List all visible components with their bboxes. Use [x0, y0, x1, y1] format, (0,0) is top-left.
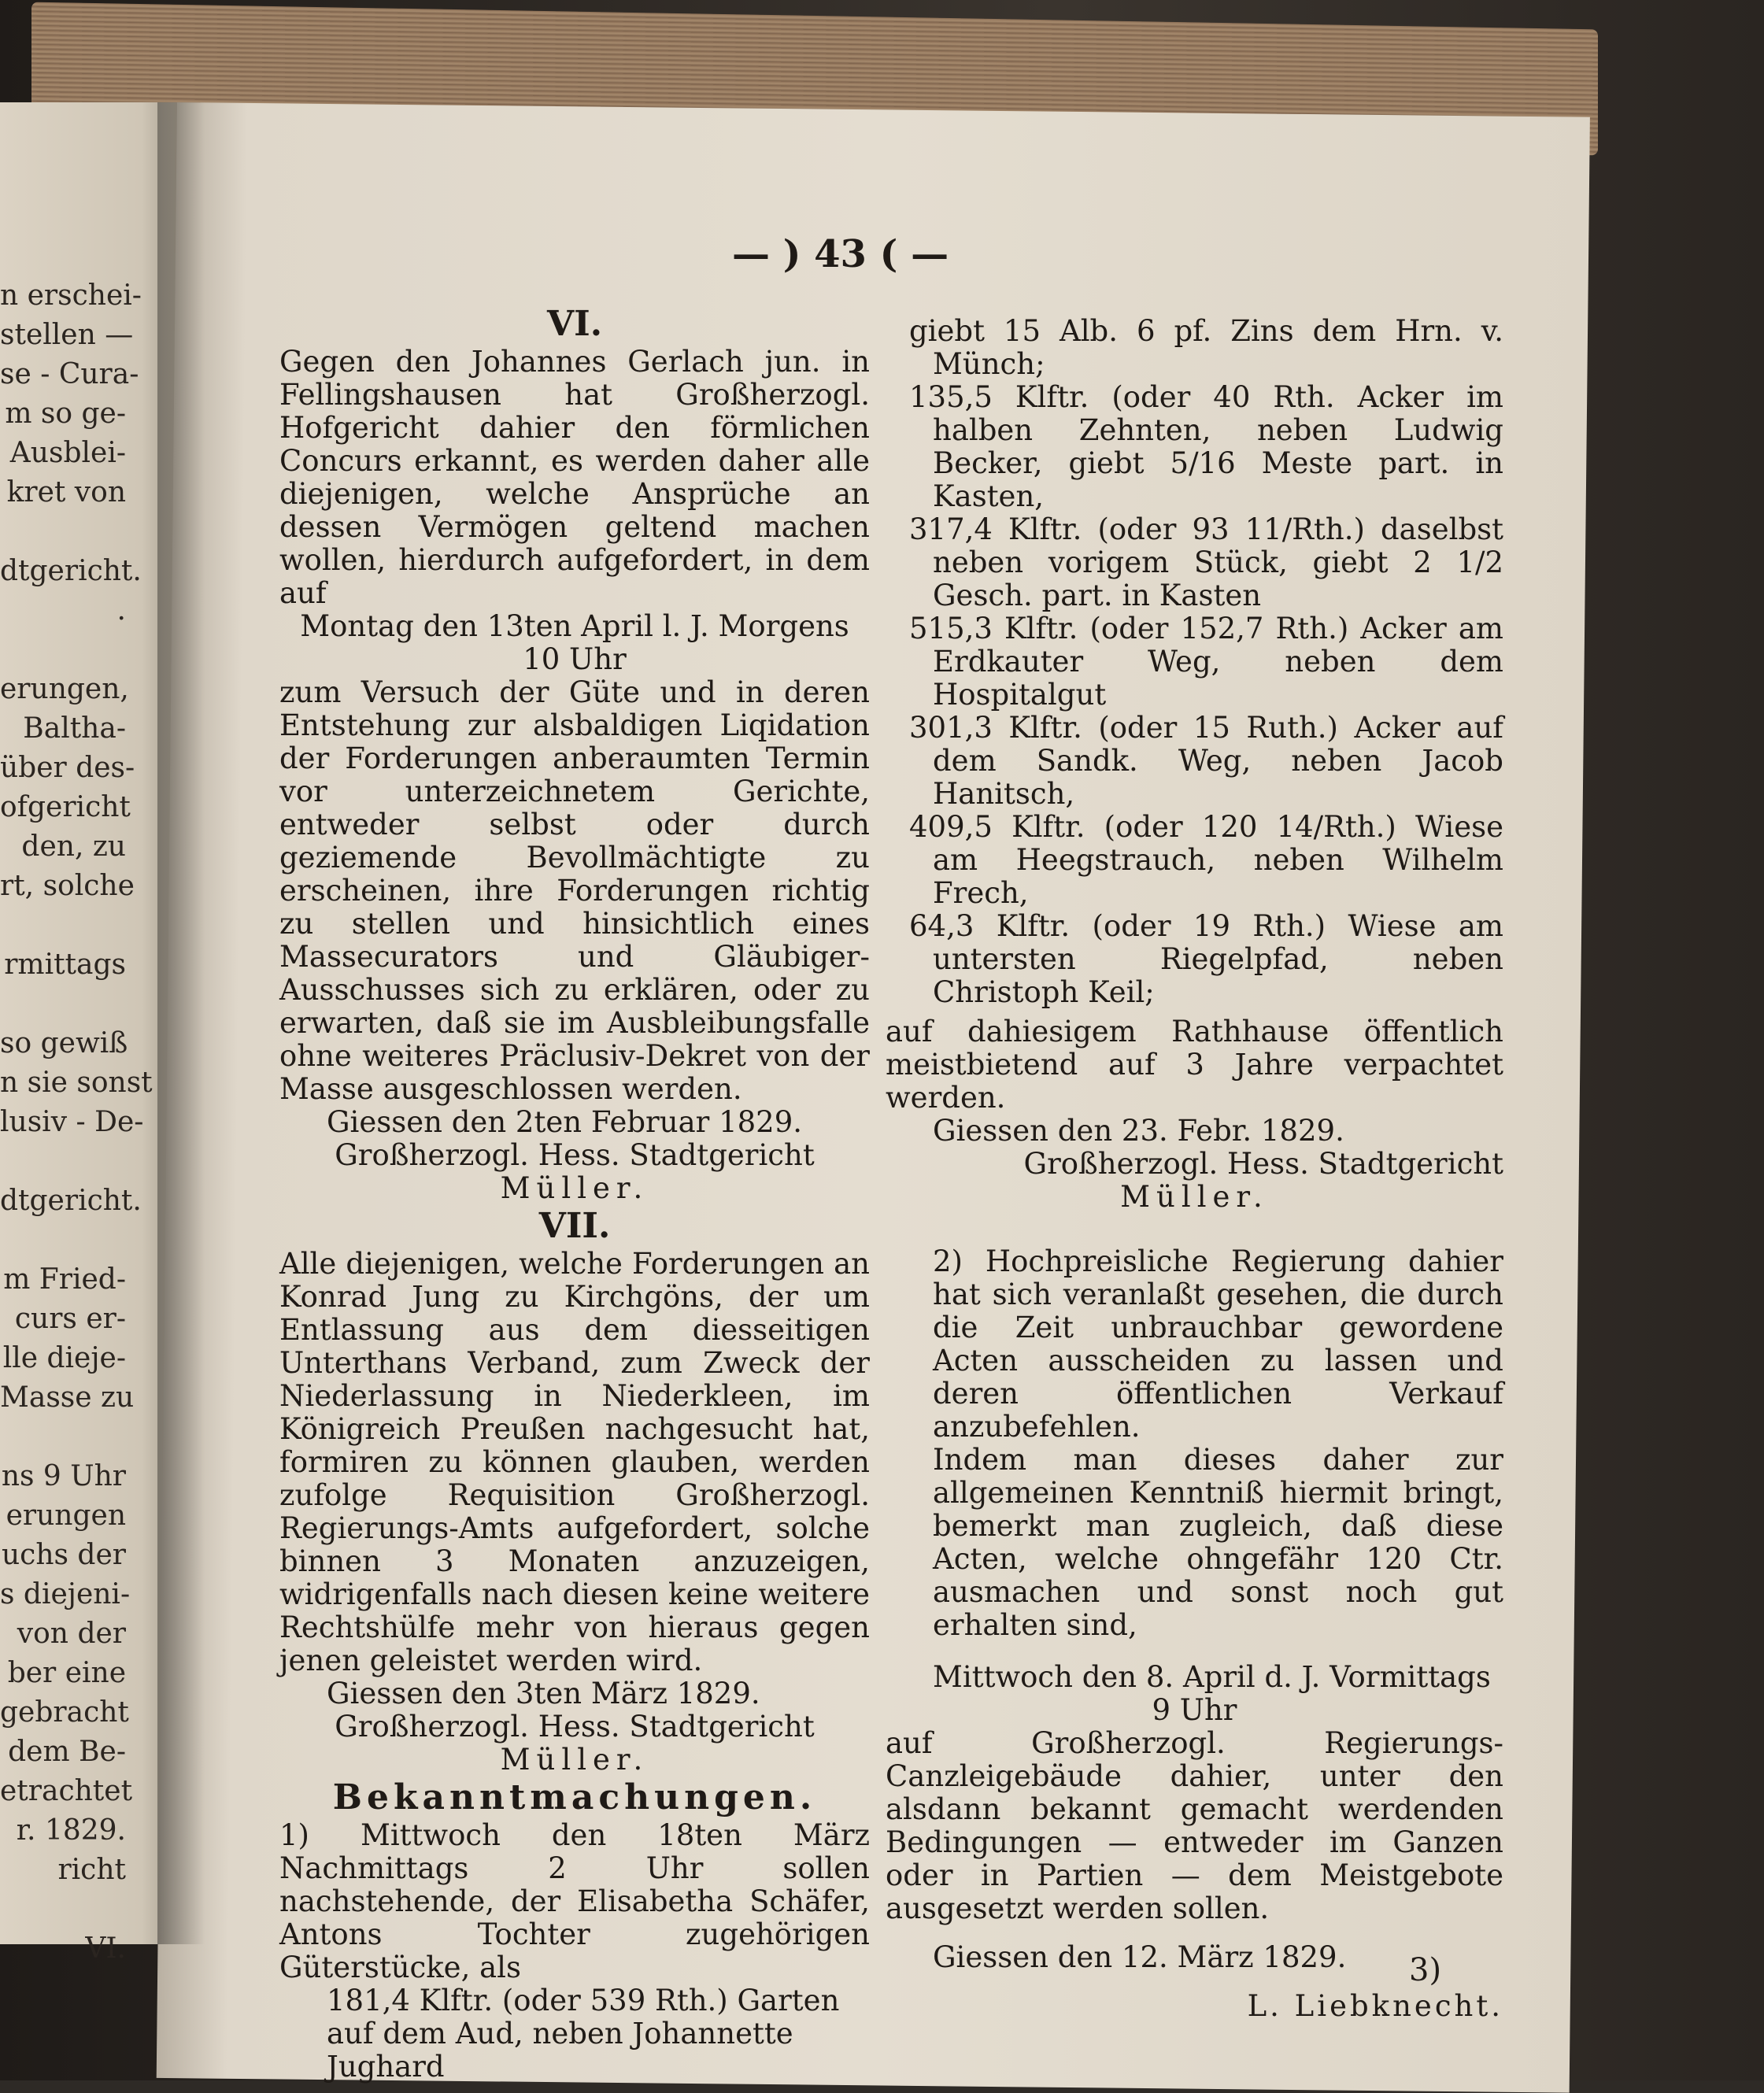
column-right — [886, 315, 1503, 2023]
announcement-2-place: Giessen den 12. März 1829. — [933, 1940, 1347, 1974]
parcel-item: 409,5 Klftr. (oder 120 14/Rth.) Wiese am Heegstrauch, neben Wilhelm Frech, — [909, 810, 1503, 910]
left-fragment-line: erungen, — [0, 673, 129, 705]
gutter-shadow — [157, 102, 205, 1944]
parcel-item: 64,3 Klftr. (oder 19 Rth.) Wiese am untersten Riegelpfad, neben Christoph Keil; — [909, 909, 1503, 1009]
announcement-2-notice: Indem man dieses daher zur allgemeinen Kenntniß hiermit bringt, bemerkt man zugleich, daß diese Acten, welche ohngefähr 120 Ctr. ausmachen und sonst noch gut erhalten sind, — [933, 1443, 1503, 1642]
notice-vi-time: 10 Uhr — [523, 642, 627, 676]
announcement-2-time: 9 Uhr — [1152, 1693, 1237, 1727]
left-fragment-line: Ausblei- — [9, 437, 126, 469]
section-heading-vi: VI. — [546, 304, 603, 344]
lease-place: Giessen den 23. Febr. 1829. — [933, 1114, 1344, 1148]
left-fragment-line: m Fried- — [3, 1263, 126, 1296]
lease-court: Großherzogl. Hess. Stadtgericht — [1023, 1147, 1503, 1181]
left-fragment-line: von der — [17, 1618, 126, 1650]
left-fragment-line: stellen — — [0, 319, 134, 351]
announcement-2-body: 2) Hochpreisliche Regierung dahier hat sich veranlaßt gesehen, die durch die Zeit unbrauchbar gewordene Acten ausscheiden zu lassen und deren öffentlichen Verkauf anzubefehlen. — [933, 1244, 1503, 1444]
parcel-item: 515,3 Klftr. (oder 152,7 Rth.) Acker am Erdkauter Weg, neben dem Hospitalgut — [909, 612, 1503, 712]
parcel-list — [886, 315, 1503, 1009]
left-fragment-line: se - Cura- — [0, 358, 139, 390]
left-fragment-line: m so ge- — [5, 398, 126, 430]
left-fragment-line: curs er- — [14, 1303, 126, 1335]
parcel-item: 301,3 Klftr. (oder 15 Ruth.) Acker auf dem Sandk. Weg, neben Jacob Hanitsch, — [909, 711, 1503, 811]
lease-closing: auf dahiesigem Rathhause öffentlich meistbietend auf 3 Jahre verpachtet werden. — [886, 1015, 1503, 1115]
notice-vi-place: Giessen den 2ten Februar 1829. — [327, 1105, 802, 1139]
left-fragment-line: . — [116, 594, 126, 627]
section-heading-bekanntmachungen: Bekanntmachungen. — [332, 1777, 817, 1818]
left-fragment-line: ns 9 Uhr — [1, 1460, 126, 1492]
announcement-1-body: 1) Mittwoch den 18ten März Nachmittags 2 Uhr sollen nachstehende, der Elisabetha Schäfer, Antons Tochter zugehörigen Güterstücke, als — [279, 1818, 870, 1984]
announcement-2-date: Mittwoch den 8. April d. J. Vormittags — [933, 1660, 1491, 1694]
left-fragment-line: ber eine — [7, 1657, 126, 1689]
left-fragment-line: dem Be- — [8, 1736, 126, 1768]
announcement-1-item: 181,4 Klftr. (oder 539 Rth.) Garten auf dem Aud, neben Johannette Jughard — [327, 1984, 840, 2084]
left-fragment-line: s diejeni- — [0, 1578, 131, 1610]
notice-vi-body2: zum Versuch der Güte und in deren Entstehung zur alsbaldigen Liqidation der Forderungen anberaumten Termin vor unterzeichnetem Gerichte, entweder selbst oder durch geziemende Bevollmächtigte zu erscheinen, ihre Forderungen richtig zu stellen und hinsichtlich eines Massecurators und Gläubiger-Ausschusses sich zu erklären, oder zu erwarten, daß sie im Ausbleibungsfalle ohne weiteres Präclusiv-Dekret von der Masse ausgeschlossen werden. — [279, 675, 870, 1106]
left-fragment-line: Masse zu — [0, 1381, 135, 1414]
notice-vii-court: Großherzogl. Hess. Stadtgericht — [335, 1710, 815, 1744]
announcement-2-signature: L. Liebknecht. — [1247, 1989, 1503, 2023]
parcel-item: 317,4 Klftr. (oder 93 11/Rth.) daselbst neben vorigem Stück, giebt 2 1/2 Gesch. part. in Kasten — [909, 512, 1503, 612]
left-fragment-line: so gewiß — [0, 1027, 128, 1059]
left-fragment-line: kret von — [6, 476, 126, 508]
announcement-2-terms: auf Großherzogl. Regierungs-Canzleigebäude dahier, unter den alsdann bekannt gemacht werdenden Bedingungen — entweder im Ganzen oder in Partien — dem Meistgebote ausgesetzt werden sollen. — [886, 1726, 1503, 1925]
left-fragment-line: rmittags — [4, 949, 126, 981]
left-fragment-line: VI. — [85, 1932, 126, 1965]
left-fragment-line: gebracht — [0, 1696, 129, 1729]
section-heading-vii: VII. — [538, 1206, 611, 1246]
notice-vi-signature: Müller. — [500, 1171, 649, 1205]
page-number: — ) 43 ( — — [732, 232, 949, 276]
parcel-item: giebt 15 Alb. 6 pf. Zins dem Hrn. v. Münch; — [909, 314, 1503, 381]
left-fragment-line: richt — [57, 1854, 126, 1886]
left-fragment-line: über des- — [0, 752, 135, 784]
column-left — [279, 303, 870, 2084]
left-fragment-line: n erschei- — [0, 279, 142, 312]
notice-vi-court: Großherzogl. Hess. Stadtgericht — [335, 1138, 815, 1172]
left-fragment-line: lusiv - De- — [0, 1106, 144, 1138]
left-fragment-line: lle dieje- — [2, 1342, 126, 1374]
left-fragment-line: uchs der — [1, 1539, 126, 1571]
left-fragment-line: n sie sonst — [0, 1067, 153, 1099]
notice-vi-date: Montag den 13ten April l. J. Morgens — [300, 609, 849, 643]
notice-vii-place: Giessen den 3ten März 1829. — [327, 1677, 760, 1710]
notice-vii-signature: Müller. — [500, 1743, 649, 1777]
catchword: 3) — [1409, 1952, 1442, 1988]
left-fragment-line: rt, solche — [0, 870, 135, 902]
left-page — [0, 102, 177, 1965]
left-fragment-line: erungen — [6, 1499, 126, 1532]
left-fragment-line: r. 1829. — [16, 1814, 126, 1847]
left-fragment-line: dtgericht. — [0, 555, 142, 587]
parcel-item: 135,5 Klftr. (oder 40 Rth. Acker im halben Zehnten, neben Ludwig Becker, giebt 5/16 Meste part. in Kasten, — [909, 380, 1503, 513]
left-fragment-line: Baltha- — [23, 712, 126, 745]
notice-vi-body: Gegen den Johannes Gerlach jun. in Fellingshausen hat Großherzogl. Hofgericht dahier den förmlichen Concurs erkannt, es werden daher alle diejenigen, welche Ansprüche an dessen Vermögen geltend machen wollen, hierdurch aufgefordert, in dem auf — [279, 345, 870, 610]
left-fragment-line: dtgericht. — [0, 1185, 142, 1217]
lease-signature: Müller. — [1120, 1180, 1269, 1214]
left-fragment-line: den, zu — [21, 830, 126, 863]
notice-vii-body: Alle diejenigen, welche Forderungen an Konrad Jung zu Kirchgöns, der um Entlassung aus dem diesseitigen Unterthans Verband, zum Zweck der Niederlassung in Niederkleen, im Königreich Preußen nachgesucht hat, formiren zu können glauben, werden zufolge Requisition Großherzogl. Regierungs-Amts aufgefordert, solche binnen 3 Monaten anzuzeigen, widrigenfalls nach diesen keine weitere Rechtshülfe mehr von hieraus gegen jenen geleistet werden wird. — [279, 1247, 870, 1677]
left-fragment-line: etrachtet — [0, 1775, 133, 1807]
left-fragment-line: ofgericht — [0, 791, 131, 823]
